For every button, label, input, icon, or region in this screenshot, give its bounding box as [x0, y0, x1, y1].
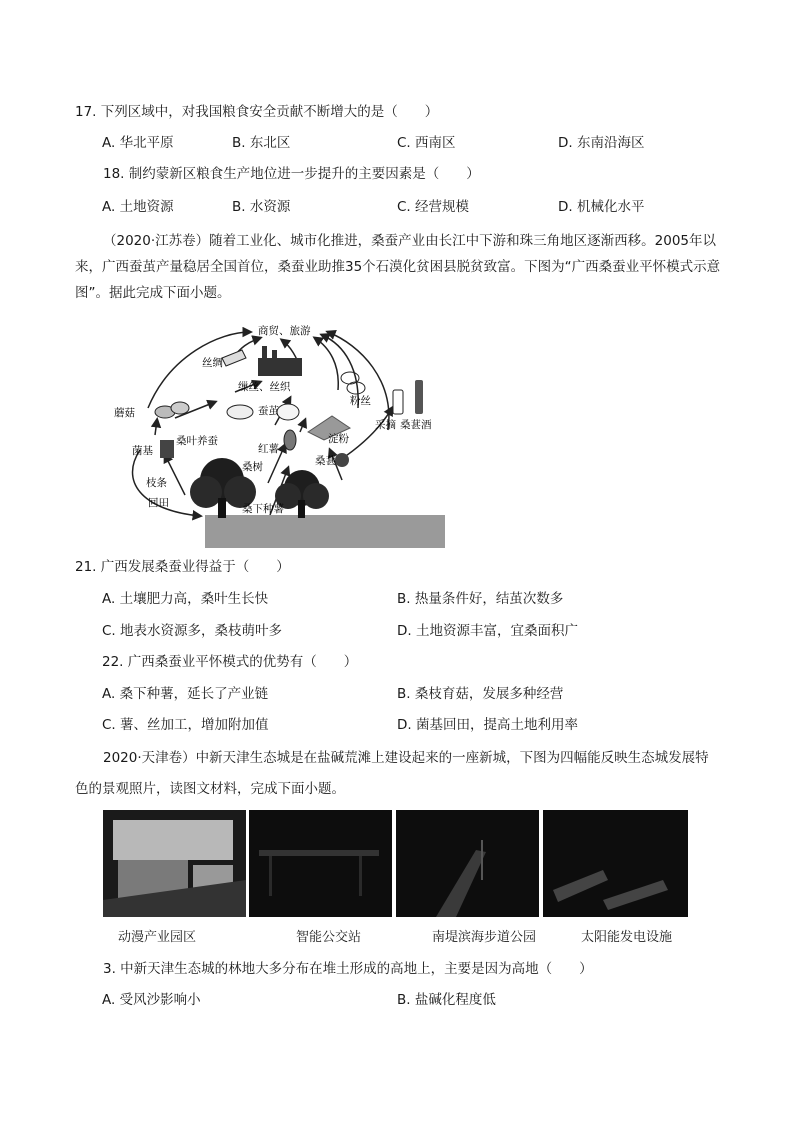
label-sangxia: 桑下种薯 [242, 503, 284, 515]
q21-option-a: A. 土壤肥力高，桑叶生长快 [102, 591, 269, 607]
label-huitian: 回田 [148, 497, 169, 509]
label-canjian: 蚕茧 [258, 405, 279, 417]
q17-option-b: B. 东北区 [232, 135, 291, 151]
label-saosi: 缫丝、丝织 [238, 381, 291, 393]
question-21-stem: 21. 广西发展桑蚕业得益于（ ） [75, 559, 290, 575]
label-sichou: 丝绸 [202, 357, 223, 369]
passage-guangxi-sericulture: （2020·江苏卷）随着工业化、城市化推进，桑蚕产业由长江中下游和珠三角地区逐渐西移。2005年以来，广西蚕茧产量稳居全国首位，桑蚕业助推35个石漠化贫困县脱贫致富。下图为“广西桑蚕业平怀模式示意图”。据此完成下面小题。 [75, 233, 721, 301]
q17-option-d: D. 东南沿海区 [558, 135, 645, 151]
silkworm-icon [227, 405, 253, 419]
q18-option-a: A. 土地资源 [102, 199, 174, 215]
label-sangshenjiu: 桑葚酒 [400, 419, 432, 431]
photo-solar-facility [543, 810, 688, 917]
q22-option-b: B. 桑枝育菇，发展多种经营 [397, 686, 564, 702]
passage-tianjin-line2: 色的景观照片，读图文材料，完成下面小题。 [75, 781, 345, 797]
photo-seaside-park [396, 810, 539, 917]
mushroom-icon [155, 402, 189, 418]
label-sangshu: 桑树 [242, 461, 263, 473]
ecocity-photos [100, 810, 692, 920]
q21-option-d: D. 土地资源丰富，宜桑面积广 [397, 623, 578, 639]
q21-option-b: B. 热量条件好，结茧次数多 [397, 591, 564, 607]
photo-animation-park [103, 810, 246, 917]
label-sangshen: 桑葚 [315, 455, 336, 467]
label-shangmao: 商贸、旅游 [258, 325, 311, 337]
q18-option-c: C. 经营规模 [397, 199, 470, 215]
q17-option-c: C. 西南区 [397, 135, 456, 151]
label-hongshu: 红薯 [258, 443, 279, 455]
q18-option-b: B. 水资源 [232, 199, 291, 215]
question-17-stem: 17. 下列区域中，对我国粮食安全贡献不断增大的是（ ） [75, 104, 439, 120]
label-junji: 菌基 [132, 445, 153, 457]
label-sangye: 桑叶养蚕 [176, 435, 218, 447]
caption-animation-park: 动漫产业园区 [118, 930, 197, 945]
mulberry-fruit-icon [335, 453, 349, 467]
q22-option-a: A. 桑下种薯，延长了产业链 [102, 686, 269, 702]
caption-seaside-park: 南堤滨海步道公园 [432, 930, 537, 945]
label-zhitiao: 枝条 [146, 477, 167, 489]
label-caizhai: 采摘 [375, 419, 396, 431]
q22-option-c: C. 薯、丝加工，增加附加值 [102, 717, 269, 733]
caption-smart-bus-stop: 智能公交站 [296, 930, 362, 945]
fungus-base-icon [160, 440, 174, 458]
q3-option-b: B. 盐碱化程度低 [397, 992, 496, 1008]
question-22-stem: 22. 广西桑蚕业平怀模式的优势有（ ） [102, 654, 358, 670]
factory-icon [258, 346, 302, 376]
label-dianfen: 淀粉 [328, 433, 349, 445]
photo-smart-bus-stop [249, 810, 392, 917]
q18-option-d: D. 机械化水平 [558, 199, 645, 215]
label-fensi: 粉丝 [350, 395, 371, 407]
question-3-stem: 3. 中新天津生态城的林地大多分布在堆土形成的高地上，主要是因为高地（ ） [103, 961, 593, 977]
sericulture-cycle-diagram [110, 320, 445, 548]
rice-noodle-icon [341, 372, 365, 394]
question-18-stem: 18. 制约蒙新区粮食生产地位进一步提升的主要因素是（ ） [103, 166, 480, 182]
q3-option-a: A. 受风沙影响小 [102, 992, 201, 1008]
q17-option-a: A. 华北平原 [102, 135, 174, 151]
q22-option-d: D. 菌基回田，提高土地利用率 [397, 717, 578, 733]
wine-bottle-icon [393, 380, 423, 414]
sweet-potato-icon [284, 430, 296, 450]
cocoon-icon [277, 404, 299, 420]
passage-tianjin-line1: 2020·天津卷）中新天津生态城是在盐碱荒滩上建设起来的一座新城，下图为四幅能反映生态城发展特 [103, 750, 709, 766]
q21-option-c: C. 地表水资源多，桑枝萌叶多 [102, 623, 283, 639]
soil-layer [205, 515, 445, 548]
label-mogu: 蘑菇 [114, 407, 135, 419]
silk-fabric-icon [222, 350, 246, 366]
caption-solar-facility: 太阳能发电设施 [581, 930, 673, 945]
